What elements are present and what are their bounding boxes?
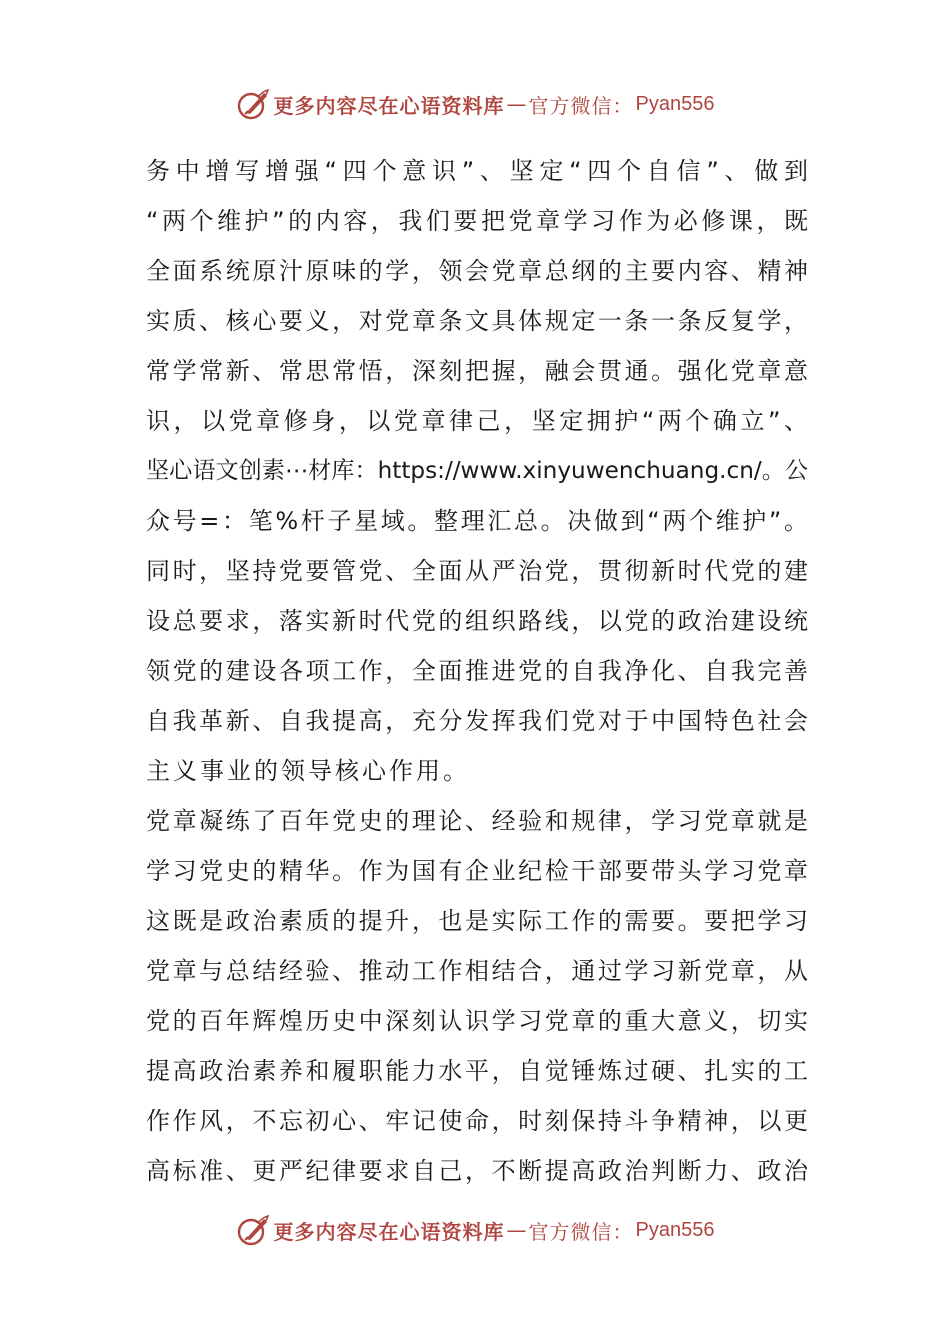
text-line: 党章与总结经验、推动工作相结合，通过学习新党章，从 xyxy=(146,957,808,985)
text-line: 高标准、更严纪律要求自己，不断提高政治判断力、政治 xyxy=(146,1157,808,1185)
footer-brand-text: 更多内容尽在心语资料库 xyxy=(273,1219,505,1244)
text-line: 同时，坚持党要管党、全面从严治党，贯彻新时代党的建 xyxy=(146,557,808,585)
text-line: 设总要求，落实新时代党的组织路线，以党的政治建设统 xyxy=(146,607,808,635)
text-line: 作作风，不忘初心、牢记使命，时刻保持斗争精神，以更 xyxy=(146,1107,808,1135)
text-line: 常学常新、常思常悟，深刻把握，融会贯通。强化党章意 xyxy=(146,357,808,385)
text-line: 识，以党章修身，以党章律己，坚定拥护“两个确立”、 xyxy=(146,407,808,435)
text-line: 全面系统原汁原味的学，领会党章总纲的主要内容、精神 xyxy=(146,257,808,285)
footer-wechat-id: Pyan556 xyxy=(635,1218,715,1241)
footer-dash: — xyxy=(506,1218,527,1242)
quill-logo-icon xyxy=(236,87,270,121)
text-line: 坚心语文创素⋯材库：https://www.xinyuwenchuang.cn/。公 xyxy=(146,458,808,484)
footer-banner xyxy=(0,1210,950,1250)
header-dash: — xyxy=(506,92,527,116)
footer-wechat-label: 官方微信： xyxy=(528,1219,634,1244)
text-line: 这既是政治素质的提升，也是实际工作的需要。要把学习 xyxy=(146,907,808,935)
text-line: “两个维护”的内容，我们要把党章学习作为必修课，既 xyxy=(146,207,808,235)
header-wechat-id: Pyan556 xyxy=(635,92,715,115)
text-line: 领党的建设各项工作，全面推进党的自我净化、自我完善 xyxy=(146,657,808,685)
text-line: 学习党史的精华。作为国有企业纪检干部要带头学习党章 xyxy=(146,857,808,885)
header-wechat-label: 官方微信： xyxy=(528,93,634,118)
header-brand-text: 更多内容尽在心语资料库 xyxy=(273,93,505,118)
text-line: 自我革新、自我提高，充分发挥我们党对于中国特色社会 xyxy=(146,707,808,735)
header-banner xyxy=(0,84,950,124)
document-body xyxy=(146,146,808,1196)
text-line: 党的百年辉煌历史中深刻认识学习党章的重大意义，切实 xyxy=(146,1007,808,1035)
text-line: 实质、核心要义，对党章条文具体规定一条一条反复学， xyxy=(146,307,808,335)
text-line: 党章凝练了百年党史的理论、经验和规律，学习党章就是 xyxy=(146,807,808,835)
text-line: 主义事业的领导核心作用。 xyxy=(146,757,470,785)
text-line: 务中增写增强“四个意识”、坚定“四个自信”、做到 xyxy=(146,157,808,185)
text-line: 众号=：笔%杆子星域。整理汇总。决做到“两个维护”。 xyxy=(146,507,808,535)
quill-logo-icon xyxy=(236,1213,270,1247)
text-line: 提高政治素养和履职能力水平，自觉锤炼过硬、扎实的工 xyxy=(146,1057,808,1085)
